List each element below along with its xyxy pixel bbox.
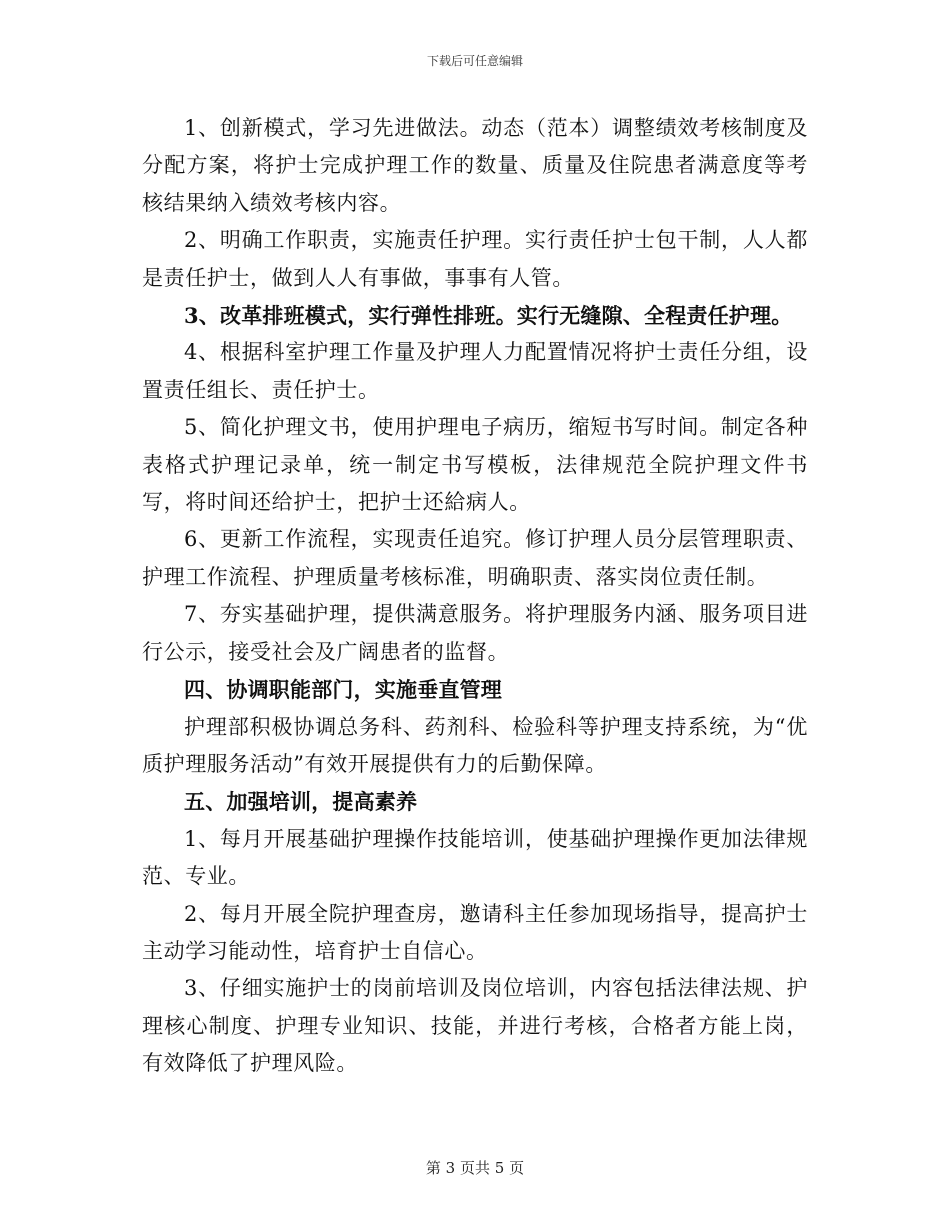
paragraph-section-4: 护理部积极协调总务科、药剂科、检验科等护理支持系统，为“优质护理服务活动”有效开展提供有力的后勤保障。 [142, 714, 808, 776]
paragraph-2: 2、明确工作职责，实施责任护理。实行责任护士包干制，人人都是责任护士，做到人人有事做，事事有人管。 [142, 228, 808, 290]
paragraph-6: 6、更新工作流程，实现责任追究。修订护理人员分层管理职责、护理工作流程、护理质量考核标准，明确职责、落实岗位责任制。 [142, 527, 808, 589]
document-body [142, 110, 808, 1083]
paragraph-5: 5、简化护理文书，使用护理电子病历，缩短书写时间。制定各种表格式护理记录单，统一制定书写模板，法律规范全院护理文件书写，将时间还给护士，把护士还給病人。 [142, 415, 808, 515]
paragraph-4: 4、根据科室护理工作量及护理人力配置情况将护士责任分组，设置责任组长、责任护士。 [142, 340, 808, 402]
paragraph-7: 7、夯实基础护理，提供满意服务。将护理服务内涵、服务项目进行公示，接受社会及广阔患者的监督。 [142, 602, 808, 664]
paragraph-training-1: 1、每月开展基础护理操作技能培训，使基础护理操作更加法律规范、专业。 [142, 826, 808, 889]
section-heading-4: 四、协调职能部门，实施垂直管理 [184, 677, 502, 703]
page-footer: 第 3 页共 5 页 [425, 1159, 525, 1177]
paragraph-training-3: 3、仔细实施护士的岗前培训及岗位培训，内容包括法律法规、护理核心制度、护理专业知识、技能，并进行考核，合格者方能上岗，有效降低了护理风险。 [142, 976, 808, 1076]
page-header: 下载后可任意编辑 [426, 54, 523, 68]
paragraph-1: 1、创新模式，学习先进做法。动态（范本）调整绩效考核制度及分配方案，将护士完成护理工作的数量、质量及住院患者满意度等考核结果纳入绩效考核内容。 [142, 116, 808, 215]
paragraph-3-bold: 3、改革排班模式，实行弹性排班。实行无缝隙、全程责任护理。 [184, 303, 793, 329]
section-heading-5: 五、加强培训，提高素养 [184, 789, 418, 815]
paragraph-training-2: 2、每月开展全院护理查房，邀请科主任参加现场指导，提高护士主动学习能动性，培育护士自信心。 [142, 901, 808, 963]
